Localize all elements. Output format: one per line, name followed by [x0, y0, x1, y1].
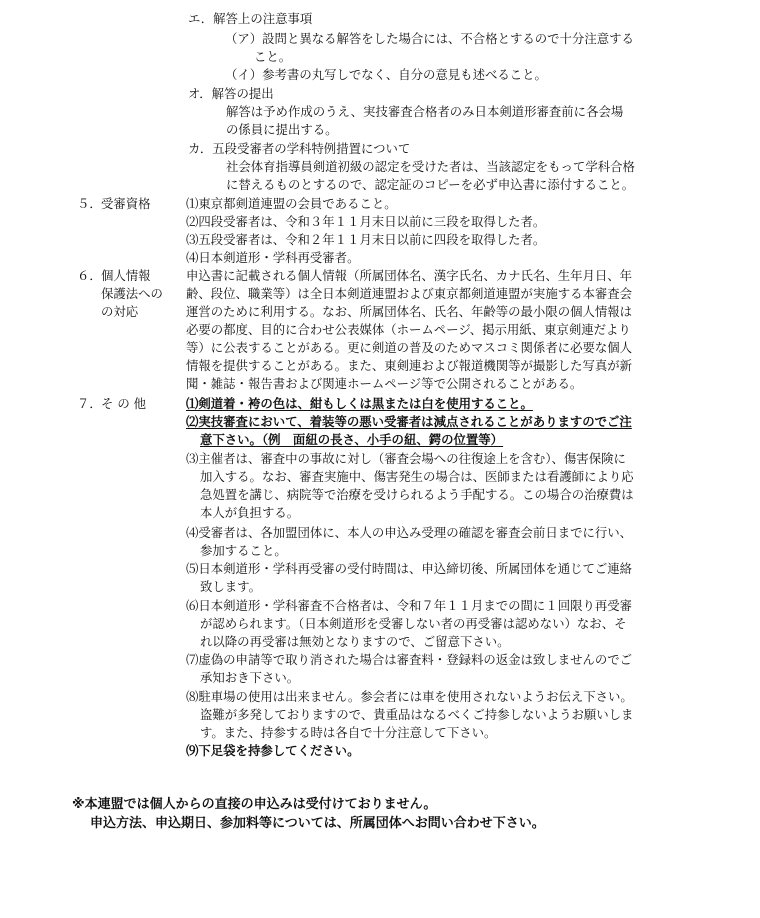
section-e-title: エ．解答上の注意事項	[188, 11, 313, 26]
section-ka-text-line2: に替えるものとするので、認定証のコピーを必ず申込書に添付すること。	[226, 177, 635, 192]
section-6-text-line2: 齢、段位、職業等）は全日本剣道連盟および東京都剣道連盟が実施する本審査会	[186, 286, 633, 301]
section-e-item-a-line2: こと。	[254, 49, 292, 64]
section-6-text-line6: 情報を提供することがある。また、東剣連および報道機関等が撮影した写真が新	[186, 358, 633, 373]
section-ka-title: カ．五段受審者の学科特例措置について	[188, 141, 411, 156]
section-7-item-5-line2: 致します。	[200, 579, 261, 594]
section-7-item-6-line1: ⑹日本剣道形・学科審査不合格者は、令和７年１１月までの間に１回限り再受審	[186, 598, 633, 613]
section-7-item-2-line2: 意下さい。（例 面紐の長さ、小手の紐、鍔の位置等）	[200, 432, 504, 447]
section-o-text-line1: 解答は予め作成のうえ、実技審査合格者のみ日本剣道形審査前に各会場	[226, 104, 624, 119]
section-7-item-3-line4: 本人が負担する。	[200, 505, 300, 520]
note-line1: ※本連盟では個人からの直接の申込みは受付けておりません。	[72, 797, 437, 812]
section-6-text-line7: 聞・雑誌・報告書および関連ホームページ等で公開されることがある。	[186, 376, 583, 391]
section-5-item-4: ⑷日本剣道形・学科再受審者。	[186, 250, 360, 265]
section-7-item-9: ⑼下足袋を持参してください。	[186, 743, 360, 758]
section-5-item-2: ⑵四段受審者は、令和３年１１月末日以前に三段を取得した者。	[186, 214, 546, 229]
section-7-item-2-line1: ⑵実技審査において、着装等の悪い受審者は減点されることがありますのでご注	[186, 414, 632, 429]
section-6-text-line4: 必要の都度、目的に合わせ公表媒体（ホームページ、掲示用紙、東京剣連だより	[186, 322, 631, 337]
section-7-item-1: ⑴剣道着・袴の色は、紺もしくは黒または白を使用すること。	[186, 396, 533, 411]
section-7-item-7-line1: ⑺虚偽の申請等で取り消された場合は審査料・登録料の返金は致しませんのでご	[186, 652, 633, 667]
note-line2: 申込方法、申込期日、参加料等については、所属団体へお問い合わせ下さい。	[90, 816, 545, 831]
section-6-number: ６．	[77, 268, 102, 283]
section-5-number: ５．	[77, 196, 102, 211]
section-ka-text-line1: 社会体育指導員剣道初級の認定を受けた者は、当該認定をもって学科合格	[226, 159, 635, 174]
section-6-label-line2: 保護法への	[101, 286, 163, 301]
section-5-item-1: ⑴東京都剣道連盟の会員であること。	[186, 196, 397, 211]
section-7-item-4-line2: 参加すること。	[200, 543, 287, 558]
section-7-item-4-line1: ⑷受審者は、各加盟団体に、本人の申込み受理の確認を審査会前日までに行い、	[186, 525, 633, 540]
section-o-title: オ．解答の提出	[188, 86, 274, 101]
section-7-number: ７．	[77, 396, 102, 411]
section-6-label-line1: 個人情報	[101, 268, 151, 283]
section-6-label-line3: の対応	[101, 304, 139, 319]
section-e-item-i: （イ）参考書の丸写しでなく、自分の意見も述べること。	[225, 67, 547, 82]
section-5-label: 受審資格	[101, 196, 151, 211]
section-7-item-5-line1: ⑸日本剣道形・学科再受審の受付時間は、申込締切後、所属団体を通じてご連絡	[186, 561, 633, 576]
section-6-text-line5: 等）に公表することがある。更に剣道の普及のためマスコミ関係者に必要な個人	[186, 340, 633, 355]
section-7-item-6-line3: れ以降の再受審は無効となりますので、ご留意下さい。	[200, 634, 510, 649]
section-7-item-8-line1: ⑻駐車場の使用は出来ません。参会者には車を使用されないようお伝え下さい。	[186, 689, 633, 704]
section-7-item-8-line2: 盗難が多発しておりますので、貴重品はなるべくご持参しないようお願いしま	[200, 707, 634, 722]
section-o-text-line2: の係員に提出する。	[226, 122, 338, 137]
section-7-item-3-line2: 加入する。なお、審査実施中、傷害発生の場合は、医師または看護師により応	[200, 469, 634, 484]
section-6-text-line1: 申込書に記載される個人情報（所属団体名、漢字氏名、カナ氏名、生年月日、年	[186, 268, 633, 283]
section-7-item-6-line2: が認められます。（日本剣道形を受審しない者の再受審は認めない）なお、そ	[200, 616, 627, 631]
section-7-item-7-line2: 承知おき下さい。	[200, 670, 300, 685]
section-7-label: そ の 他	[101, 396, 147, 411]
section-6-text-line3: 運営のために利用する。なお、所属団体名、氏名、年齢等の最小限の個人情報は	[186, 304, 633, 319]
section-7-item-8-line3: す。また、持参する時は各自で十分注意して下さい。	[200, 725, 497, 740]
section-e-item-a-line1: （ア）設問と異なる解答をした場合には、不合格とするので十分注意する	[225, 31, 634, 46]
section-7-item-3-line3: 急処置を講じ、病院等で治療を受けられるよう手配する。この場合の治療費は	[200, 487, 634, 502]
section-7-item-3-line1: ⑶主催者は、審査中の事故に対し（審査会場への往復途上を含む）、傷害保険に	[186, 451, 626, 466]
section-5-item-3: ⑶五段受審者は、令和２年１１月末日以前に四段を取得した者。	[186, 232, 546, 247]
